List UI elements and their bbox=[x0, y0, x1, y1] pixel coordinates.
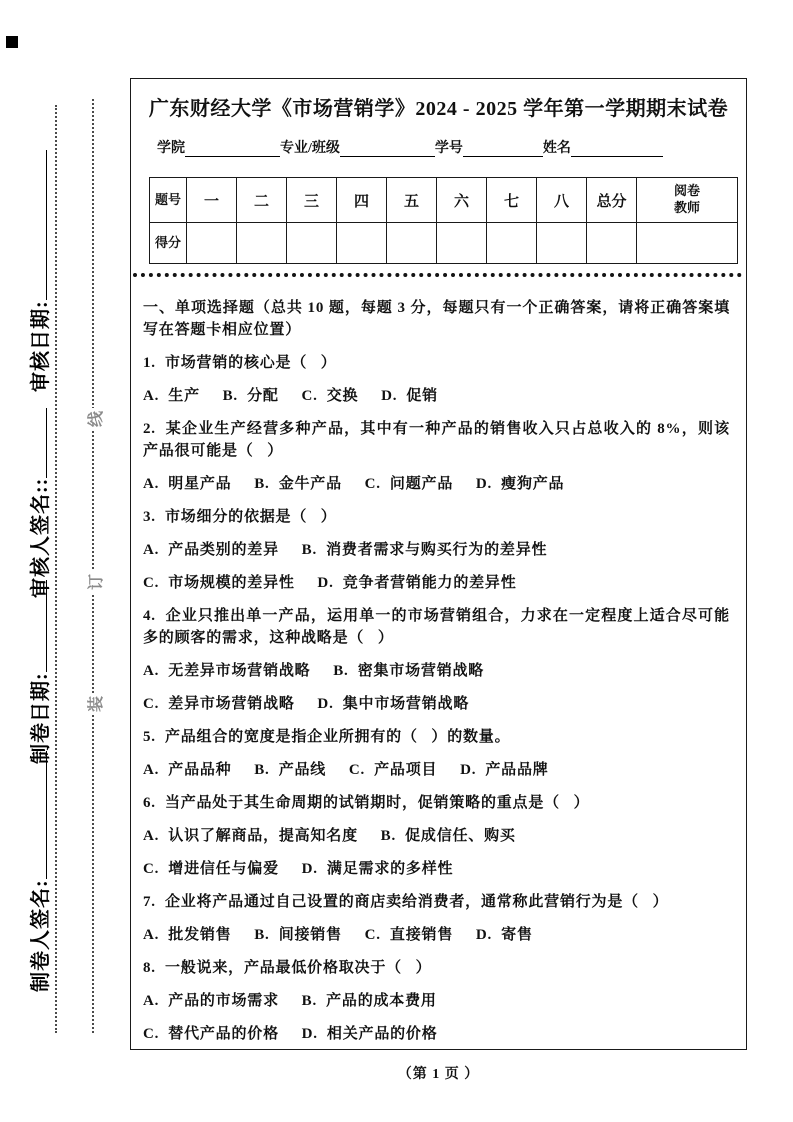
college-label: 学院 bbox=[157, 141, 185, 156]
question-6-options-ab: A. 认识了解商品，提高知名度 B. 促成信任、购买 bbox=[143, 828, 516, 844]
question-7-options: A. 批发销售 B. 间接销售 C. 直接销售 D. 寄售 bbox=[143, 927, 533, 943]
col-2: 二 bbox=[237, 178, 287, 223]
major-class-label: 专业/班级 bbox=[280, 141, 340, 156]
question-6-stem: 6. 当产品处于其生命周期的试销期时，促销策略的重点是（ ） bbox=[143, 795, 590, 811]
score-cell bbox=[587, 223, 637, 264]
paper-maker-signature-blank bbox=[26, 751, 47, 879]
grader-header: 阅卷教师 bbox=[637, 178, 738, 223]
question-5-options: A. 产品品种 B. 产品线 C. 产品项目 D. 产品品牌 bbox=[143, 762, 549, 778]
question-7-stem: 7. 企业将产品通过自己设置的商店卖给消费者，通常称此营销行为是（ ） bbox=[143, 894, 669, 910]
col-1: 一 bbox=[187, 178, 237, 223]
col-7: 七 bbox=[487, 178, 537, 223]
question-4-options-ab: A. 无差异市场营销战略 B. 密集市场营销战略 bbox=[143, 663, 485, 679]
score-cell bbox=[387, 223, 437, 264]
student-id-blank bbox=[463, 140, 543, 157]
binding-char-ding: 订 bbox=[77, 571, 111, 593]
page-number: （第 1 页 ） bbox=[397, 1067, 480, 1082]
paper-made-date-text: 制卷日期: bbox=[30, 672, 52, 764]
name-label: 姓名 bbox=[542, 141, 571, 156]
paper-made-date-label bbox=[24, 580, 53, 764]
paper-maker-signature-text: 制卷人签名: bbox=[30, 879, 52, 992]
major-class-blank bbox=[340, 140, 435, 157]
score-cell bbox=[487, 223, 537, 264]
score-table bbox=[149, 177, 738, 264]
col-3: 三 bbox=[287, 178, 337, 223]
section-heading: 一、单项选择题（总共 10 题，每题 3 分，每题只有一个正确答案，请将正确答案填写在答题卡相应位置） bbox=[143, 300, 730, 338]
binding-char-xian: 线 bbox=[77, 408, 111, 430]
reviewer-signature-blank bbox=[26, 408, 47, 478]
col-total: 总分 bbox=[587, 178, 637, 223]
college-blank bbox=[185, 140, 280, 157]
question-1-options: A. 生产 B. 分配 C. 交换 D. 促销 bbox=[143, 388, 438, 404]
question-2-stem: 2. 某企业生产经营多种产品，其中有一种产品的销售收入只占总收入的 8%，则该产品很可能是（ ） bbox=[143, 421, 730, 459]
score-cell bbox=[437, 223, 487, 264]
name-blank bbox=[571, 140, 663, 157]
question-8-options-ab: A. 产品的市场需求 B. 产品的成本费用 bbox=[143, 993, 437, 1009]
question-3-options-ab: A. 产品类别的差异 B. 消费者需求与购买行为的差异性 bbox=[143, 542, 548, 558]
score-row-label: 得分 bbox=[150, 223, 187, 264]
question-3-stem: 3. 市场细分的依据是（ ） bbox=[143, 509, 337, 525]
col-5: 五 bbox=[387, 178, 437, 223]
binding-dotted-line-right bbox=[92, 99, 94, 1033]
score-cell bbox=[537, 223, 587, 264]
score-cell bbox=[287, 223, 337, 264]
question-3-options-cd: C. 市场规模的差异性 D. 竞争者营销能力的差异性 bbox=[143, 575, 517, 591]
question-6-options-cd: C. 增进信任与偏爱 D. 满足需求的多样性 bbox=[143, 861, 454, 877]
score-cell bbox=[237, 223, 287, 264]
binding-char-zhuang: 装 bbox=[77, 693, 111, 715]
question-1-stem: 1. 市场营销的核心是（ ） bbox=[143, 355, 337, 371]
binding-dotted-line-left bbox=[55, 105, 57, 1033]
question-5-stem: 5. 产品组合的宽度是指企业所拥有的（ ）的数量。 bbox=[143, 729, 511, 745]
review-date-blank bbox=[26, 150, 47, 300]
review-date-label bbox=[24, 150, 53, 392]
score-cell bbox=[637, 223, 738, 264]
student-info-row bbox=[157, 137, 722, 157]
col-4: 四 bbox=[337, 178, 387, 223]
review-date-text: 审核日期: bbox=[30, 300, 52, 392]
corner-mark-icon bbox=[6, 36, 18, 48]
question-2-options: A. 明星产品 B. 金牛产品 C. 问题产品 D. 瘦狗产品 bbox=[143, 476, 565, 492]
question-body bbox=[131, 277, 746, 1045]
col-6: 六 bbox=[437, 178, 487, 223]
exam-content-box bbox=[130, 78, 747, 1050]
student-id-label: 学号 bbox=[434, 141, 463, 156]
question-8-options-cd: C. 替代产品的价格 D. 相关产品的价格 bbox=[143, 1026, 438, 1042]
score-table-header-row bbox=[150, 178, 738, 223]
paper-maker-signature-label bbox=[24, 751, 53, 992]
score-cell bbox=[337, 223, 387, 264]
score-table-score-row bbox=[150, 223, 738, 264]
reviewer-signature-text: 审核人签名:: bbox=[30, 477, 52, 598]
col-8: 八 bbox=[537, 178, 587, 223]
question-4-stem: 4. 企业只推出单一产品，运用单一的市场营销组合，力求在一定程度上适合尽可能多的顾客的需求，这种战略是（ ） bbox=[143, 608, 730, 646]
score-cell bbox=[187, 223, 237, 264]
question-number-header: 题号 bbox=[150, 178, 187, 223]
question-4-options-cd: C. 差异市场营销战略 D. 集中市场营销战略 bbox=[143, 696, 470, 712]
paper-made-date-blank bbox=[26, 580, 47, 672]
question-8-stem: 8. 一般说来，产品最低价格取决于（ ） bbox=[143, 960, 432, 976]
exam-title: 广东财经大学《市场营销学》2024 - 2025 学年第一学期期末试卷 bbox=[148, 98, 729, 120]
reviewer-signature-label bbox=[24, 408, 53, 598]
